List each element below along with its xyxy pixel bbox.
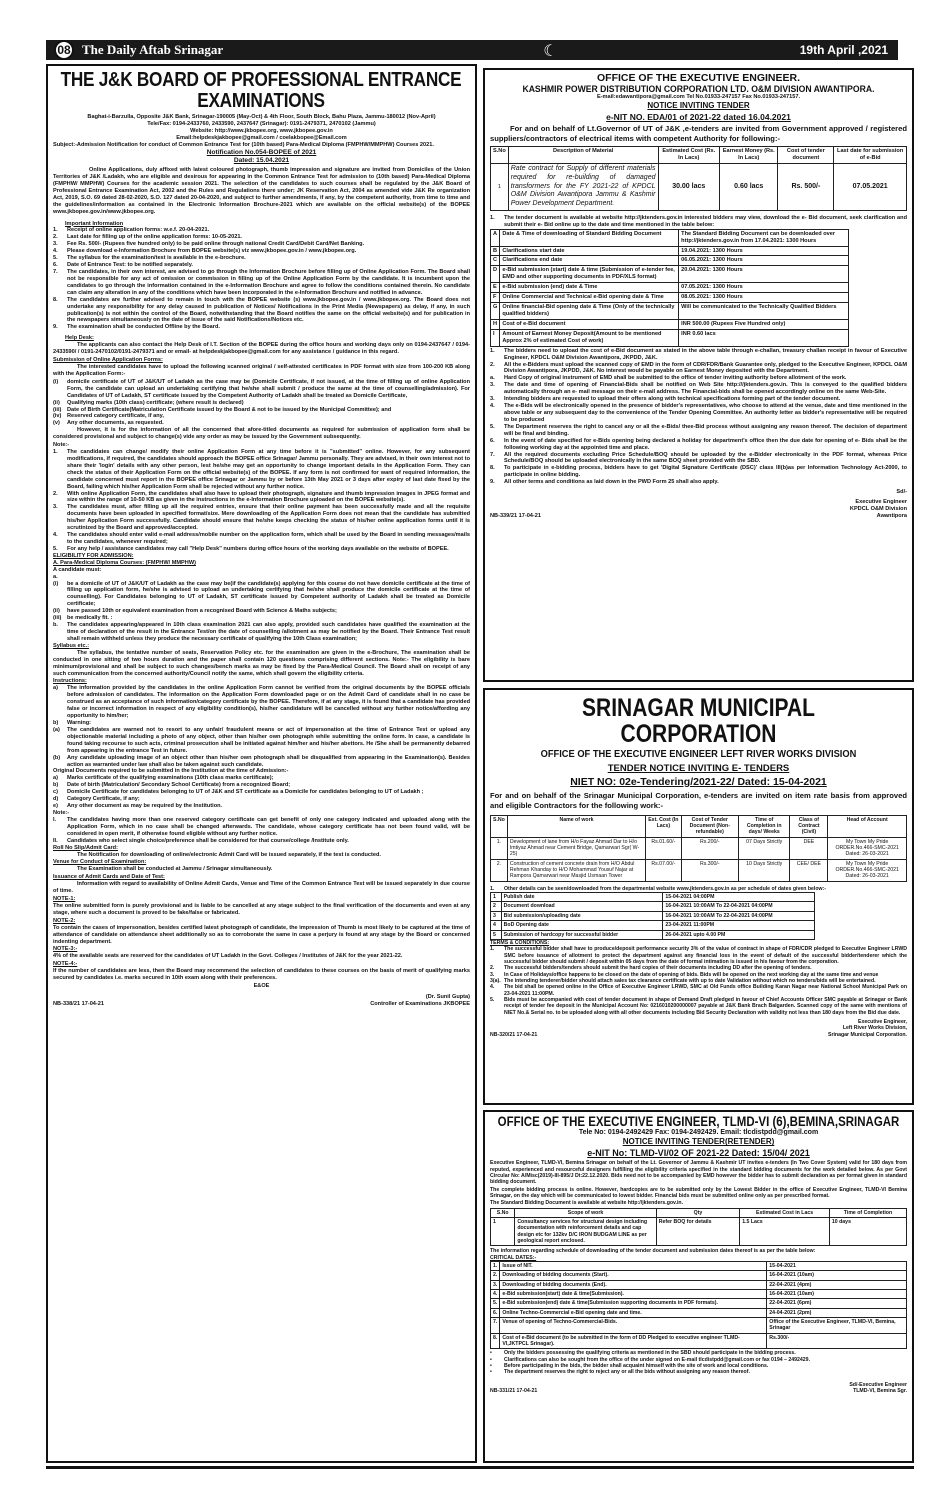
table-cell: 1. [491, 837, 508, 859]
smc-term-item: 3(a). The intending tenderer/bidder should attach sales tax clearance certificate with up to date Validation without which no tenders/bids will be entertained. [490, 977, 876, 984]
kpdcl-contact: E-mail:edawantipora@gmail.com Tel No.01933-247157 Fax No.01933-247157. [596, 93, 801, 100]
venue-heading: Venue for Conduct of Examination: [53, 859, 147, 866]
smc-sign1: Executive Engineer, [857, 1018, 907, 1025]
kpdcl-point-item: a. Hard Copy of original instrument of EMD shall be submitted to the office of tender inviting authority before allotment of the work. [490, 375, 847, 382]
syllabus-heading: Syllabus etc.: [53, 642, 90, 649]
kpdcl-row-emd: 0.60 lacs [719, 164, 778, 211]
note-item: 2. With online Application Form, the candidates shall also have to upload their photograph, signature and thumb impression images in JPEG format and size within the range of 10-50 KB as given in the instructions in the e-Information Brochure uploaded on the BOPEE website(s). [53, 490, 470, 504]
table-cell: Downloading of bidding documents (End). [500, 1280, 767, 1289]
tlmd-critical-heading: CRITICAL DATES:- [490, 1254, 537, 1261]
table-cell: CEE/ DEE [790, 859, 828, 881]
smc-ref: NB-320/21 17-04-21 [490, 1031, 538, 1038]
kpdcl-point-item: 4. The e-Bids will be electronically opened in the presence of bidder's representatives, who choose to attend at the venue, date and time mentioned in the above table or any subsequent day to the convenience of the Tender Opening Committee. An authority letter as bidder's representative will be required to be produced [490, 403, 907, 423]
kpdcl-point-item: 2. All the e-Bidders must upload the scanned copy of EMD in the form of CDR/FDR/Bank Guarantee only, pledged to the Executive Engineer, KPDCL O&M Division Awantipora, JKPDD, J&K. No interest would be payable on Earnest Money deposited with the Department. [490, 361, 907, 375]
smc-column-header: Est. Cost (In Lacs) [646, 815, 682, 837]
tlmd-bullets-list [490, 1350, 907, 1375]
kpdcl-ref: NB-339/21 17-04-21 [490, 512, 541, 519]
notification-date: Dated: 15.04.2021 [233, 156, 290, 164]
note2-heading: Note:- [53, 809, 70, 816]
table-cell: My Town My Pride ORDER.No.466-SMC-2021 Dated: 26-03-2021 [828, 859, 907, 881]
bopee-advertisement [46, 64, 477, 1463]
rollno-heading: Roll No Slip/Admit Card: [53, 844, 118, 851]
table-cell: F [491, 293, 500, 303]
tlmd-row-cost: 1.5 Lacs [740, 1217, 830, 1245]
smc-column-header: Class of Contract (Civil) [790, 815, 828, 837]
tlmd-critical-table [490, 1261, 907, 1349]
note3-text: If the number of candidates are less, then the Board may recommend the selection of candidates to these courses on the basis of merit of qualifying marks secured by candidates i.e. marks secured in 10th exam along with their preferences. [53, 968, 470, 982]
kpdcl-title1: OFFICE OF THE EXECUTIVE ENGINEER. [596, 72, 801, 84]
table-row [491, 266, 849, 283]
table-cell: 08.05.2021: 1300 Hours [679, 293, 848, 303]
kpdcl-sign1: Executive Engineer [855, 499, 907, 506]
table-cell: 16-04-2021 (10am) [767, 1290, 907, 1299]
table-cell: 26-04-2021 upto 4.00 PM [663, 930, 815, 939]
table-row [491, 256, 849, 266]
kpdcl-sd: Sd/- [896, 489, 907, 496]
important-item: 7. The candidates, in their own interest, are advised to go through the Information Brochure before filling up of Online Application Form. The Board shall not be responsible for any act of omission or commission in filling up of the Online Application Form by the candidate. It is incumbent upon the candidates to go through the information contained in the e-Information Brochure and agree to follow the conditions contained therein. No candidate can claim any alteration in any of the conditions which have been incorporated in the e-Information Brochure and notified in advance. [53, 268, 470, 296]
table-cell: B [491, 246, 500, 256]
table-cell: 16-04-2021 10:00AM To 22-04-2021 04:00PM [663, 911, 815, 920]
kpdcl-schedule-table [490, 229, 849, 347]
table-cell: 10 Days Strictly [738, 859, 790, 881]
table-row [491, 902, 815, 911]
smc-column-header: Name of work [507, 815, 645, 837]
original-document-item: a) Marks certificate of the qualifying examinations (10th class marks certificate); [53, 775, 274, 782]
table-cell: Issue of NIT. [500, 1261, 767, 1270]
smc-column-header: Time of Completion in days/ Weeks [738, 815, 790, 837]
table-cell: 6. [491, 1308, 500, 1317]
table-cell: 8. [491, 1333, 500, 1349]
table-cell: 22-04-2021 (6pm) [767, 1299, 907, 1308]
table-cell: Development of lane from H/o Fayaz Ahmad Dar to H/o Imtiyaz Ahmad near Cement Bridge, Qamarwari Sgr( W-25) [507, 837, 645, 859]
table-cell: D [491, 266, 500, 283]
bopee-address: Baghat-i-Barzulla, Opposite J&K Bank, Srinagar-190005 (May-Oct) & 4th Floor, South Block, Bahu Plaza, Jammu-180012 (Nov-April) [87, 114, 436, 120]
tlmd-column-header: Estimated Cost in Lacs [740, 1208, 830, 1217]
kpdcl-row-description: Rate contract for Supply of different materials required for re-building of damaged transformers for the FY 2021-22 of KPDCL O&M Division Awantipora Jammu & Kashmir Power Development Department. [508, 164, 658, 211]
eligibility-heading: ELIGIBILITY FOR ADMISSION: [53, 552, 134, 559]
kpdcl-column-header: Earnest Money (Rs. In Lacs) [719, 147, 778, 164]
table-row [491, 930, 815, 939]
submission-intro: The interested candidates have to upload the following scanned original / self-attested certificates in PDF format with size from 100-200 KB along with the Application Form:- [53, 363, 470, 377]
original-document-item: e) Any other document as may be required by the Institution. [53, 803, 223, 810]
note-item: 1. The candidates can change/ modify their online Application Form at any time before it is "submitted" online. However, for any subsequent modifications, if required, the candidates should approach the BOPEE office Srinagar/ Jammu personally. They are advised, in their own interest not to share their 'login' details with any other person, lest he/she may get an opportunity to change important details in the Application Form. They can check the status of their Application Form on the official website(s) of the BOPEE. If any form is not confirmed for want of required information, the candidate concerned must report in the BOPEE office Srinagar or Jammu by or before 13th May 2021 or 3 days after expiry of last date fixed by the Board, failing which his/her Application Form shall be rejected without any further notice. [53, 449, 470, 490]
table-cell: Rs.01.60/- [646, 837, 682, 859]
table-row [491, 246, 849, 256]
issuance-text: Information with regard to availability of Online Admit Cards, Venue and Time of the Common Entrance Test will be issued separately in due course of time. [53, 881, 470, 895]
kpdcl-point1: 1. The tender document is available at website http://jktenders.gov.in interested bidders may view, download the e- Bid document, seek clarification and submit their e- Bid online up to the date and time mentioned in the table below: [490, 214, 907, 228]
kpdcl-column-header: Last date for submission of e-Bid [834, 147, 907, 164]
table-cell: A [491, 229, 500, 246]
table-cell: Rs.300/- [767, 1333, 907, 1349]
bopee-title: THE J&K BOARD OF PROFESSIONAL ENTRANCE EXAMINATIONS [60, 69, 462, 112]
table-cell: 23-04-2021 11:00PM [663, 921, 815, 930]
kpdcl-nit: e-NIT NO. EDA/01 of 2021-22 dated 16.04.2021 [606, 111, 791, 122]
table-row [491, 1261, 907, 1270]
table-cell: 22-04-2021 (4pm) [767, 1280, 907, 1289]
note2-item: I. The candidates having more than one reserved category certificate can get benefit of only one category indicated and uploaded along with the Application Form, which in no case shall be changed afterwards. The candidate, whose category certificate has not been found valid, will be considered in open merit, if otherwise found eligible without any further notice. [53, 816, 470, 837]
originals-list [53, 775, 470, 810]
tlmd-sign2: TLMD-VI, Bemina Sgr. [853, 1388, 907, 1395]
kpdcl-point-item: 1. The bidders need to upload the cost of e-Bid document as stated in the above table through e-challan, treasury challan receipt in favour of Executive Engineer, KPDCL O&M Division Awantipora, JKPDD, J&K. [490, 347, 907, 361]
smc-term-item: 5. Bids must be accompanied with cost of tender document in shape of Demand Draft pledged in favour of Chief Accounts Officer SMC payable at Srinagar or Bank receipt of tender fee deposit in the Municipal Account No: 0216010200000007 payable at J&K Bank Brach Balgarden. Scanned copy of the same with mentions of NIET No.& Serial no. to be uploaded along with all other documents including Bid Security Declaration with validity not less than 180 days from the Bid due date. [490, 996, 907, 1016]
bopee-signatory-title: Controller of Examinations JKBOPEE [370, 1000, 470, 1007]
table-cell: e-Bid submission (start) date & time (Submission of e-tender fee, EMD and other supporting documents in PDF/XLS format) [500, 266, 679, 283]
smc-term-item: 1. The successful bidder shall have to produce/deposit performance security 3% of the value of contract in shape of FDR/CDR pledged to Executive Engineer LRWD SMC before issuance of allotment to protect the department against any financial loss in the event of default of the successful bidder/tenderer which the successful bidder should submit / deposit within 05 days from the date of formal intimation is issued in his favour from the corporation. [490, 946, 907, 965]
smc-term-item: 4. The bid shall be opened online in the Office of Executive Engineer LRWD, SMC at Old Funds office Building Karan Nagar near National School Municipal Park on 23-04-2021 11:00PM. [490, 984, 907, 997]
table-cell: 1 [491, 893, 502, 902]
table-cell: Rs.300/- [681, 859, 738, 881]
rollno-text: The Notification for downloading of online/electronic Admit Card will be issued separately, if the test is conducted. [77, 851, 381, 858]
note-item: 4. The candidates should enter valid e-mail address/mobile number on the application form, which shall be used by the Board in sending messages/mails to the candidates, whenever required; [53, 532, 470, 546]
table-cell: My Town My Pride ORDER.No.466-SMC-2021 Dated: 26-03-2021 [828, 837, 907, 859]
kpdcl-row-last-date: 07.05.2021 [834, 164, 907, 211]
smc-details-line: 1. Other details can be seen/downloaded from the departmental website www.jktenders.gov.in as per schedule of dates given below:- [490, 885, 826, 892]
table-cell: e-Bid submission(start) date & time(Submission). [500, 1290, 767, 1299]
instructions-heading: Instructions: [53, 678, 87, 685]
smc-term-item: 3. In Case of Holidays/office happens to be closed on the date of opening of bids. Bids will be opened on the next working day at the same time and venue [490, 971, 879, 978]
table-cell: Will be communicated to the Technically Qualified Bidders [679, 303, 848, 320]
instructions-list [53, 685, 470, 768]
smc-terms-heading: TERMS & CONDITIONS: [490, 939, 550, 946]
kpdcl-notice: NOTICE INVITING TENDER [647, 100, 750, 110]
table-cell: 07.05.2021: 1300 Hours [679, 283, 848, 293]
table-row [491, 921, 815, 930]
kpdcl-sign2: KPDCL O&M Division [849, 505, 907, 512]
tlmd-sign1: Sd/-Executive Engineer [849, 1381, 907, 1388]
kpdcl-point-item: 6. In the event of date specified for e-Bids opening being declared a holiday for department's office then the due date for opening of e- Bids shall be the following working day at the appointed time and place. [490, 437, 907, 451]
table-cell: Clarifications end date [500, 256, 679, 266]
notes-list [53, 449, 470, 553]
table-cell: 16-04-2021 (10am) [767, 1271, 907, 1280]
table-cell: Rs.200/- [681, 837, 738, 859]
eligibility-item: (i) be a domicile of UT of J&K/UT of Ladakh as the case may be(if the candidate(s) applying for this course do not have domicile certificate at the time of filling up application form, he/she is advised to upload an undertaking certifying that he/she shall produce the domicile certificate at the time of counselling). For Candidates belonging to UT of Ladakh, ST certificate issued by Competent authority of Ladakh shall be treated as Domicile certificate; [53, 580, 470, 608]
kpdcl-points-list [490, 348, 907, 486]
tlmd-tender-advertisement [483, 1110, 914, 1463]
helpdesk-text: The applicants can also contact the Help Desk of I.T. Section of the BOPEE during the office hours and working days only on 0194-2437647 / 0194-2433590/ / 0191-2470102/0191-2479371 and or email- at helpdeskjakbopee@gmail.com for any assistance / guidance in this regard. [53, 342, 470, 356]
kpdcl-point-item: 9. All other terms and conditions as laid down in the PWD Form 25 shall also apply. [490, 479, 719, 486]
note3-heading: NOTE-4:- [53, 961, 78, 968]
issue-date: 19th April ,2021 [799, 43, 888, 57]
table-cell: Date & Time of downloading of Standard Bidding Document [500, 229, 679, 246]
table-cell: Office of the Executive Engineer, TLMD-VI, Bemina, Srinagar [767, 1318, 907, 1334]
smc-terms-list [490, 946, 907, 1016]
table-cell: 06.05.2021: 1300 Hours [679, 256, 848, 266]
kpdcl-row-sno: 1 [491, 164, 509, 211]
table-cell: DEE [790, 837, 828, 859]
note3-heading: NOTE-3:- [53, 946, 78, 953]
kpdcl-intro: For and on behalf of Lt.Governor of UT of J&K ,e-tenders are invited from Government approved / registered suppliers/contractors of electrical items with competent Authority for following:- [490, 123, 907, 143]
notes3-list [53, 896, 470, 982]
table-row [491, 911, 815, 920]
table-cell: 4 [491, 921, 502, 930]
submission-item: (iv) Reserved category certificate, if any, [53, 413, 164, 420]
bopee-intro: Online Applications, duly affixed with latest coloured photograph, thumb impression and signature are invited from Domiciles of the Union Territories of J&K /Ladakh, who are eligible and desirous for appearing in the Common Entrance Test for admission to (10th based) Para-Medical Diploma (FMPHW/ MMPHW) Courses for the academic session 2021. The selection of the candidates to such courses shall be regulated by the J&K Board of Professional Entrance Examination Act, 2002 and the Rules and Regulations there under; JK Reservation Act, 2004 as amended vide J&K Re organization Act, 2019, S.O. 69 dated 28-02-2020, S.O. 127 dated 20-04-2020, and subject to further amendments, if any, by the competent authority, from time to time and the guidelines/information as contained in the Electronic Information Brochure-2021 which are available on the official website(s) of the BOPEE www.jkbopee.gov.in/www.jkbopee.org. [53, 167, 470, 215]
table-row [491, 293, 849, 303]
table-cell: INR 500.00 (Rupees Five Hundred only) [679, 319, 848, 329]
table-cell: H [491, 319, 500, 329]
submission-item: (i) domicile certificate of UT of J&K/UT of Ladakh as the case may be (Domicile Certificate, if not issued, at the time of filling up of online Application Form, the candidate can upload an undertaking certifying that he/she shall submit / produce the same at the time of counselling/admission). For Candidates of UT of Ladakh, ST certificate issued by the Competent Authority of Ladakh shall be treated as Domicile Certificate, [53, 378, 470, 399]
submission-item: (iii) Date of Birth Certificate(Matriculation Certificate issued by the Board & not to be issued by the Municipal Committee); and [53, 406, 392, 413]
table-cell: 3 [491, 911, 502, 920]
masthead [46, 40, 898, 60]
paper-name: The Daily Aftab Srinagar [82, 42, 224, 57]
submission-item: (ii) Qualifying marks (10th class) certificate; (where result is declared) [53, 399, 244, 406]
tlmd-ref: NB-331/21 17-04-21 [490, 1388, 538, 1395]
smc-dates-table [490, 892, 815, 940]
table-cell: Downloading of bidding documents (Start). [500, 1271, 767, 1280]
kpdcl-sign3: Awantipora [876, 512, 907, 519]
important-item: 8. The candidates are further advised to remain in touch with the BOPEE website (s) www.jkbopee.gov.in / www.jkbopee.org. The Board does not undertake any responsibility for any delay caused in publication of Notices/ Notifications in the Print Media (Newspapers) as delay, if any, in such publication(s) is not within the control of the Board, notwithstanding that the Board notifies the same on the official website(s) and for publication in the newspapers simultaneously on the date of issue of the said Notifications/Notices etc. [53, 296, 470, 324]
tlmd-bullet-item: • Clarifications can also be sought from the office of the under signed on E-mail tlcdistpdd@gmail.com or fax 0194 – 2492429. [490, 1356, 811, 1363]
smc-column-header: Cost of Tender Document (Non-refundable) [681, 815, 738, 837]
smc-niet: NIET NO: 02e-Tendering/2021-22/ Dated: 15-04-2021 [570, 775, 827, 788]
table-cell: 20.04.2021: 1300 Hours [679, 266, 848, 283]
submission-heading: Submission of Online Application Forms: [53, 357, 163, 364]
table-cell: 1. [491, 1261, 500, 1270]
smc-tender-advertisement [483, 688, 914, 1105]
notification-number: Notification No.054-BOPEE of 2021 [206, 148, 317, 156]
table-row [491, 1280, 907, 1289]
tlmd-bullet-item: • The department reserves the right to reject any or all the bids without assigning any reason thereof. [490, 1369, 750, 1376]
table-cell: Submission of hardcopy for successful bidder [501, 930, 663, 939]
syllabus-text: The syllabus, the tentative number of seats, Reservation Policy etc. for the examination are given in the e-Brochure, The examination shall be conducted in one sitting of two hours duration and the paper shall contain 120 questions comprising different sections. Note:- The eligibility is bare minimum/provisional and shall be subject to such changes/bench marks as may be fixed by the Para-Medical Council. The Board shall on receipt of any such communication from the concerned authority/Council notify the same, which shall govern the eligibility criteria. [53, 649, 470, 677]
tlmd-bullet-item: • Before participating in the bids, the bidder shall acquaint himself with the site of work and local conditions. [490, 1363, 769, 1370]
table-cell: 15-04-2021 [767, 1261, 907, 1270]
table-cell: Bid submission/uploading date [501, 911, 663, 920]
table-cell: G [491, 303, 500, 320]
kpdcl-point-item: 3. The date and time of opening of Financial-Bids shall be notified on Web Site http:///jktenders.gov.in. This is conveyed to the qualified bidders automatically through an e- mail message on their e-mail address. The Financial-bids shall be opened accordingly online on the same Web-Site. [490, 382, 907, 396]
table-row [491, 893, 815, 902]
note3-text: The online submitted form is purely provisional and is liable to be cancelled at any stage subject to the final verification of the documents and even at any stage, where such a document is proved to be fake/false or fabricated. [53, 902, 470, 916]
table-cell: 15-04-2021 04:00PM [663, 893, 815, 902]
smc-term-item: 2. The successful bidders/tenders should submit the hard copies of their documents including DD after the opening of tenders. [490, 965, 812, 972]
smc-work-table [490, 815, 907, 882]
note-heading: Note:- [53, 442, 70, 449]
table-cell: 5. [491, 1299, 500, 1308]
table-row [491, 1308, 907, 1317]
eligibility-list [53, 574, 470, 643]
table-cell: 4. [491, 1290, 500, 1299]
note-item: 3. The candidates must, after filling up all the required entries, ensure that their online payment has been successfully made and all the requisite documents have been uploaded in specified format/size. Mere downloading of the Application Form does not mean that the candidate has submitted his/her Application Form successfully. Candidate should ensure that he/she keeps checking the status of his/her online application forms until it is scrutinized by the Board and approved/accepted. [53, 504, 470, 532]
tlmd-intro3: The Standard Bidding Document is available at website http://jktenders.gov.in. [490, 1200, 684, 1207]
bopee-telfax: Tele/Fax: 0194-2433760, 2433590, 2437647 (Srinagar): 0191-2479371, 2470102 (Jammu) [147, 120, 376, 127]
table-cell: 7. [491, 1318, 500, 1334]
kpdcl-point-item: 3. Intending bidders are requested to upload their offers along with technical specifications forming part of the tender document. [490, 396, 841, 403]
table-cell: 5 [491, 930, 502, 939]
kpdcl-work-table [490, 146, 907, 211]
original-document-item: b) Date of birth (Matriculation/ Secondary School Certificate) from a recognized Board; [53, 782, 291, 789]
table-cell: Online Techno-Commercial e-Bid opening date and time. [500, 1308, 767, 1317]
note3-heading: NOTE-1: [53, 896, 76, 903]
kpdcl-column-header: Estimated Cost (Rs. In Lacs) [658, 147, 719, 164]
important-item: 2. Last date for filling up of the online application forms: 10-05-2021. [53, 234, 242, 241]
table-row [491, 1333, 907, 1349]
smc-subtitle: OFFICE OF THE EXECUTIVE ENGINEER LEFT RIVER WORKS DIVISION [540, 748, 857, 760]
table-cell: C [491, 256, 500, 266]
table-cell: Publish date [501, 893, 663, 902]
table-cell: Cost of e-Bid document [500, 319, 679, 329]
tlmd-work-table [490, 1208, 907, 1247]
important-heading: Important Information [65, 220, 124, 227]
table-row [491, 1290, 907, 1299]
table-row [491, 1271, 907, 1280]
note2-item: II. Candidates who select single choice/preference shall be considered for that course/college /Institute only. [53, 837, 349, 844]
table-row [491, 303, 849, 320]
helpdesk-heading: Help Desk: [65, 335, 94, 342]
smc-sign2: Left River Works Division, [842, 1025, 907, 1032]
important-item: 9. The examination shall be conducted Offline by the Board. [53, 324, 220, 331]
eoe-mark: E&OE [253, 983, 270, 990]
important-item: 5. The syllabus for the examination/test is available in the e-brochure. [53, 255, 246, 262]
table-cell: Clarifications start date [500, 246, 679, 256]
table-cell: Cost of e-Bid document (to be submitted in the form of DD Pledged to executive engineer TLMD-VI,JKTPCL Srinagar). [500, 1333, 767, 1349]
submission-item: (v) Any other documents, as requested. [53, 420, 164, 427]
table-cell: Online financial-Bid opening date & Time (Only of the technically qualified bidders) [500, 303, 679, 320]
original-document-item: d) Category Certificate, if any; [53, 796, 140, 803]
eligibility-item: (ii) have passed 10th or equivalent examination from a recognised Board with Science & Maths subjects; [53, 608, 337, 615]
smc-column-header: S.No [491, 815, 508, 837]
table-cell: Construction of cement concrete drain from H/O Abdul Rehman Khanday to H/O Mohammad Yousuf Najar at Rampora Qamarwari near Masjid Usmaan Tower [507, 859, 645, 881]
page-bottom-rule [46, 1466, 914, 1469]
table-cell: Document download [501, 902, 663, 911]
tlmd-row-qty: Refer BOQ for details [656, 1217, 739, 1245]
table-cell: 2 [491, 902, 502, 911]
table-cell: 24-04-2021 (2pm) [767, 1308, 907, 1317]
table-cell: 2. [491, 1271, 500, 1280]
table-cell: Amount of Earnest Money Deposit(Amount to be mentioned Approx 2% of estimated Cost of work) [500, 329, 679, 346]
kpdcl-column-header: S.No [491, 147, 509, 164]
table-cell: e-Bid submission(end) date & time(Submission supporting documents in PDF formats). [500, 1299, 767, 1308]
note3-text: To contain the cases of impersonation, besides certified latest photograph of candidate, the impression of Thumb is most likely to be captured at the time of attendance of candidate on attendance sheet additionally so as to corroborate the same in case a perjury is found at any stage by the Board or concerned indenting department. [53, 924, 470, 945]
tlmd-row-sno: 1 [491, 1217, 515, 1245]
table-cell: 3. [491, 1280, 500, 1289]
smc-column-header: Head of Account [828, 815, 907, 837]
table-row [491, 837, 907, 859]
table-cell: Rs.07.00/- [646, 859, 682, 881]
important-item: 1. Receipt of online application forms: w.e.f. 20-04-2021. [53, 227, 210, 234]
tlmd-contact: Tele No: 0194-2492429 Fax: 0194-2492429. Email: tlcdistpdd@gmail.com [578, 1129, 819, 1137]
originals-heading: Original Documents required to be submitted in the Institution at the time of Admission:- [53, 768, 289, 775]
smc-notice: TENDER NOTICE INVITING E- TENDERS [607, 763, 790, 774]
table-cell: The Standard Bidding Document can be downloaded over http://jktenders.gov.in from 17.04.2021: 1300 Hours [679, 229, 848, 246]
tlmd-column-header: Qty [656, 1208, 739, 1217]
tlmd-intro2: The complete bidding process is online. However, hardcopies are to be submitted only by the Lowest Bidder in the office of Executive Engineer, TLMD-VI Bemina Srinagar, on the day which will be communicated to lowest bidder. Financial bids must be submitted online only as per prescribed format. [490, 1186, 907, 1199]
eligibility-subheading: A. Para-Medical Diploma Courses: (FMPHW/ MMPHW) [53, 559, 196, 566]
eligibility-item: b. The candidates appearing/appeared in 10th class examination 2021 can also apply, provided such candidates have qualified the examination at the time of declaration of the result in the Entrance Test/on the date of counselling /allotment as may be notified by the Board. Their Entrance Test result shall remain withheld unless they produce the necessary certificate of qualifying the 10th Class examination; [53, 622, 470, 642]
table-cell: Online Commercial and Technical e-Bid opening date & Time [500, 293, 679, 303]
table-cell: 07 Days Strictly [738, 837, 790, 859]
submission-after: However, it is for the information of all the concerned that afore-titled documents as required for submission of application form shall be considered provisional and subject to change(s) vide any order as may be issued by the Government subsequently. [53, 427, 470, 441]
instruction-item: (a) The candidates are warned not to resort to any unfair/ fraudulent means or act of impersonation at the time of Entrance Test or upload any objectionable material including a photo of any object, other than his/her own photograph while submitting the online form. In case, a candidate is found taking recourse to such acts, criminal prosecution shall be initiated against him/her and his/her abettors. He /She shall be permanently debarred from appearing in the entrance Test in future. [53, 726, 470, 754]
table-cell: e-Bid submission (end) date & Time [500, 283, 679, 293]
kpdcl-point-item: 5. The Department reserves the right to cancel any or all the e-Bids/ thee-Bid process without assigning any reason thereof. The decision of department will be final and binding. [490, 423, 907, 437]
table-row [491, 283, 849, 293]
bopee-email: Email:helpdeskjakbopee@gmail.com / coelakbopee@Email.com [176, 134, 347, 141]
table-row [491, 319, 849, 329]
original-document-item: c) Domicile Certificate for candidates belonging to UT of J&K and ST certificate as a Domicile for candidates belonging to UT of Ladakh ; [53, 789, 424, 796]
table-cell: INR 0.60 lacs [679, 329, 848, 346]
kpdcl-title2: KASHMIR POWER DISTRIBUTION CORPORATION LTD. O&M DIVISION AWANTIPORA. [522, 83, 875, 95]
table-cell: Venue of opening of Techno-Commercial-Bids. [500, 1318, 767, 1334]
table-cell: BoD Opening date [501, 921, 663, 930]
kpdcl-point-item: 8. To participate in e-bidding process, bidders have to get 'Digital Signature Certificate (DSC)' class III(b)as per Information Technology Act-2000, to participate in online bidding. [490, 465, 907, 479]
eligibility-item: (iii) be medically fit. : [53, 615, 113, 622]
tlmd-title: OFFICE OF THE EXECUTIVE ENGINEER, TLMD-VI (6),BEMINA,SRINAGAR [497, 1114, 900, 1129]
kpdcl-column-header: Description of Material [508, 147, 658, 164]
note2-list [53, 817, 470, 845]
table-cell: 2. [491, 859, 508, 881]
note3-text: 4% of the available seats are reserved for the candidates of UT Ladakh in the Govt. Colleges / Institutes of J&K for the year 2021-22. [53, 953, 403, 960]
kpdcl-column-header: Cost of tender document [778, 147, 834, 164]
table-row [491, 1299, 907, 1308]
page-number: 08 [54, 40, 74, 60]
table-row [491, 1318, 907, 1334]
instruction-item: (b) Any candidate uploading image of an object other than his/her own photograph shall be disqualified from appearing in the Examination(s). Besides action as warranted under law shall also be taken against such candidate. [53, 754, 470, 768]
smc-intro: For and on behalf of the Srinagar Municipal Corporation, e-tenders are invited on item rate basis from approved and eligible Contractors for the following work:- [490, 790, 907, 810]
bopee-ref: NB-338/21 17-04-21 [53, 1000, 104, 1007]
tlmd-nit: e-NIT No: TLMD-VI/02 OF 2021-22 Dated: 15/04/ 2021 [587, 1148, 810, 1159]
submission-list [53, 379, 470, 427]
tlmd-bullet-item: • Only the bidders possessing the qualifying criteria as mentioned in the SBD should participate in the bidding process. [490, 1350, 796, 1357]
table-cell: 19.04.2021: 1300 Hours [679, 246, 848, 256]
tlmd-schedule-intro: The information regarding schedule of downloading of the tender document and submission dates thereof is as per the table below: [490, 1248, 816, 1255]
newspaper-logo-icon: ☾ [543, 40, 558, 60]
table-cell: I [491, 329, 500, 346]
important-item: 4. Please download e-Information Brochure from BOPEE website(s) viz www.jkbopee.gov.in / www.jkbopee.org. [53, 248, 357, 255]
kpdcl-row-cost: 30.00 lacs [658, 164, 719, 211]
venue-text: The Examination shall be conducted at Jammu / Srinagar simultaneously. [77, 866, 273, 873]
table-cell: E [491, 283, 500, 293]
important-list [53, 227, 470, 331]
bopee-signatory-name: (Dr. Sunil Gupta) [425, 994, 470, 1001]
table-row [491, 229, 849, 246]
instruction-item: b) Warning: [53, 719, 92, 726]
tlmd-column-header: Time of Completion [829, 1208, 906, 1217]
tlmd-column-header: Scope of work [515, 1208, 656, 1217]
important-item: 6. Date of Entrance Test: to be notified separately. [53, 262, 193, 269]
bopee-subject: Subject:-Admission Notification for conduct of Common Entrance Test for (10th based) Para-Medical Diploma (FMPHW/MMPHW) Courses 2021. [53, 141, 434, 148]
tlmd-row-scope: Consultancy services for structural design including documentation with reinforcement details and cap design etc for 132kv D/C IRON BUDGAM LINE as per geological report enclosed. [515, 1217, 656, 1245]
note-item: 5. For any help / assistance candidates may call "Help Desk" numbers during office hours of the working days available on the website of BOPEE. [53, 545, 449, 552]
kpdcl-tender-advertisement [483, 68, 914, 682]
kpdcl-row-doc-cost: Rs. 500/- [778, 164, 834, 211]
smc-title: SRINAGAR MUNICIPAL CORPORATION [582, 694, 815, 749]
table-row [491, 859, 907, 881]
bopee-website: Website: http://www.jkbopee.org, www.jkbopee.gov.in [190, 127, 333, 134]
table-cell: 16-04-2021 10:00AM To 22-04-2021 04:00PM [663, 902, 815, 911]
note3-heading: NOTE-2: [53, 917, 76, 924]
tlmd-column-header: S.No [491, 1208, 515, 1217]
smc-sign3: Srinagar Municipal Corporation. [828, 1031, 907, 1038]
eligibility-must: A candidate must: [53, 566, 102, 573]
tlmd-notice: NOTICE INVITING TENDER(RETENDER) [622, 1137, 775, 1147]
tlmd-row-time: 10 days [829, 1217, 906, 1245]
tlmd-intro1: Executive Engineer, TLMD-VI, Bemina Srinagar on behalf of the Lt. Governor of Jammu & Kashmir UT invites e-tenders (In Two Cover System) valid for 180 days from reputed, experienced and resourceful designers fulfilling the eligibility criteria specified in the standard bidding documents for the work detailed below. As per Govt Circular No: A/Misc(2019)-III-895/J Dt:22.12.2020. Bids need not to be accompanied by EMD however the bidder has to submit declaration as per format given in standard bidding document. [490, 1160, 907, 1186]
eligibility-item: a. [53, 573, 58, 580]
table-row [491, 329, 849, 346]
issuance-heading: Issuance of Admit Cards and Date of Test: [53, 874, 165, 881]
kpdcl-point-item: 7. All the required documents excluding Price Schedule/BOQ should be uploaded by the e-Bidder electronically in the PDF format, whereas Price Schedule/BOQ should be uploaded electronically in the same BOQ sheet provided with the SBD. [490, 451, 907, 465]
instruction-item: a) The information provided by the candidates in the online Application Form cannot be verified from the original documents by the BOPEE officials before admission of candidates. The information on the Application Form downloaded page or on the Admit Card of candidate shall in no case be construed as an acceptance of such information/category certificate by the BOPEE. Therefore, if at any stage, it is found that a candidate has provided false or incorrect information in respect of any eligibility condition(s), his/her candidature will be cancelled without any further notice/affording any opportunity to him/her; [53, 685, 470, 720]
important-item: 3. Fee Rs. 500/- (Rupees five hundred only) to be paid online through national Credit Card/Debit Card/Net Banking. [53, 241, 365, 248]
